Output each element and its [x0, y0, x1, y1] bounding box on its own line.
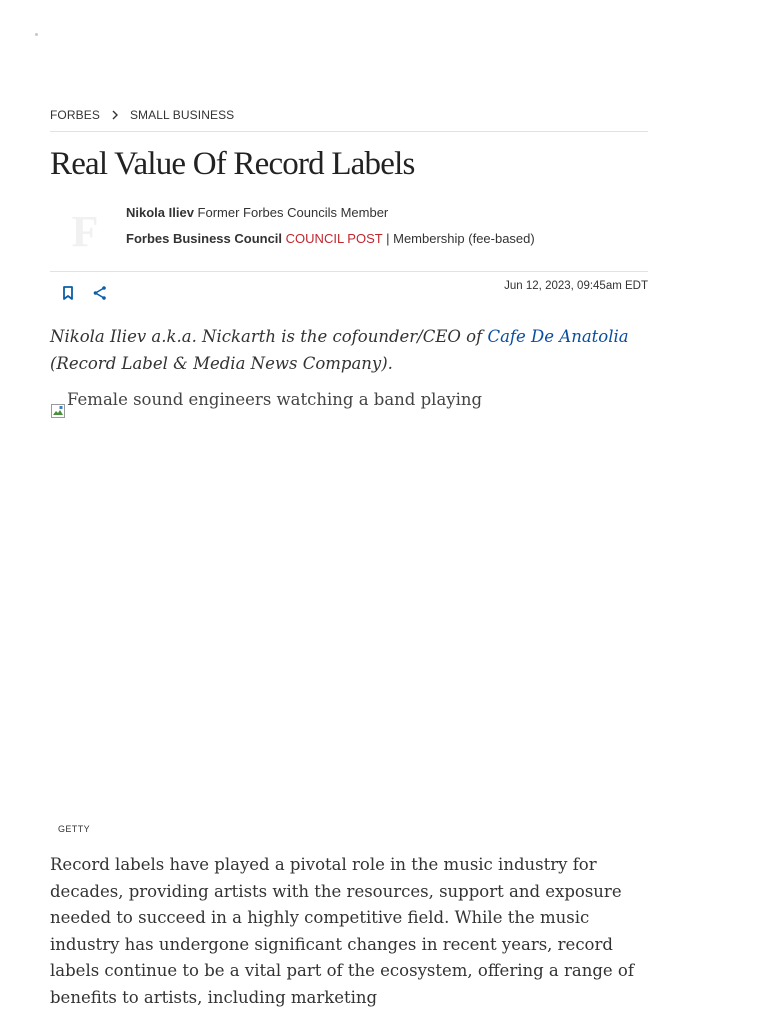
publish-date: Jun 12, 2023, 09:45am EDT	[504, 280, 648, 292]
breadcrumb-forbes[interactable]: FORBES	[50, 108, 100, 122]
company-link[interactable]: Cafe De Anatolia	[487, 327, 629, 346]
image-credit: GETTY	[58, 824, 91, 834]
divider	[50, 131, 648, 132]
share-icon[interactable]	[91, 284, 109, 302]
broken-image-icon	[50, 403, 66, 419]
intro-text-before: Nikola Iliev a.k.a. Nickarth is the cofounder/CEO of	[50, 327, 488, 346]
image-alt-text: Female sound engineers watching a band playing	[67, 392, 483, 409]
council-post-label: COUNCIL POST	[285, 231, 383, 246]
article-title: Real Value Of Record Labels	[50, 146, 415, 182]
author-role: Former Forbes Councils Member	[197, 205, 389, 220]
council-logo: F	[71, 206, 99, 256]
divider	[50, 271, 648, 272]
chevron-right-icon	[108, 108, 122, 122]
article-image	[50, 392, 650, 804]
author-line	[126, 205, 388, 221]
council-line	[126, 231, 535, 247]
council-separator: |	[386, 231, 390, 246]
loading-dot	[35, 33, 38, 36]
author-intro	[50, 323, 650, 377]
breadcrumb-small-business[interactable]: SMALL BUSINESS	[129, 108, 235, 122]
intro-text-after: (Record Label & Media News Company).	[50, 354, 393, 373]
author-name-link[interactable]: Nikola Iliev	[126, 205, 194, 220]
breadcrumb	[50, 108, 234, 122]
council-name: Forbes Business Council	[126, 231, 283, 246]
bookmark-icon[interactable]	[59, 284, 77, 302]
article-body-paragraph: Record labels have played a pivotal role in the music industry for decades, providing artists with the resources, support and exposure needed to succeed in a highly competitive field. While the music industry has undergone significant changes in recent years, record labels continue to be a vital part of the ecosystem, offering a range of benefits to artists, including marketing	[50, 855, 634, 1007]
membership-label: Membership (fee-based)	[393, 231, 535, 246]
